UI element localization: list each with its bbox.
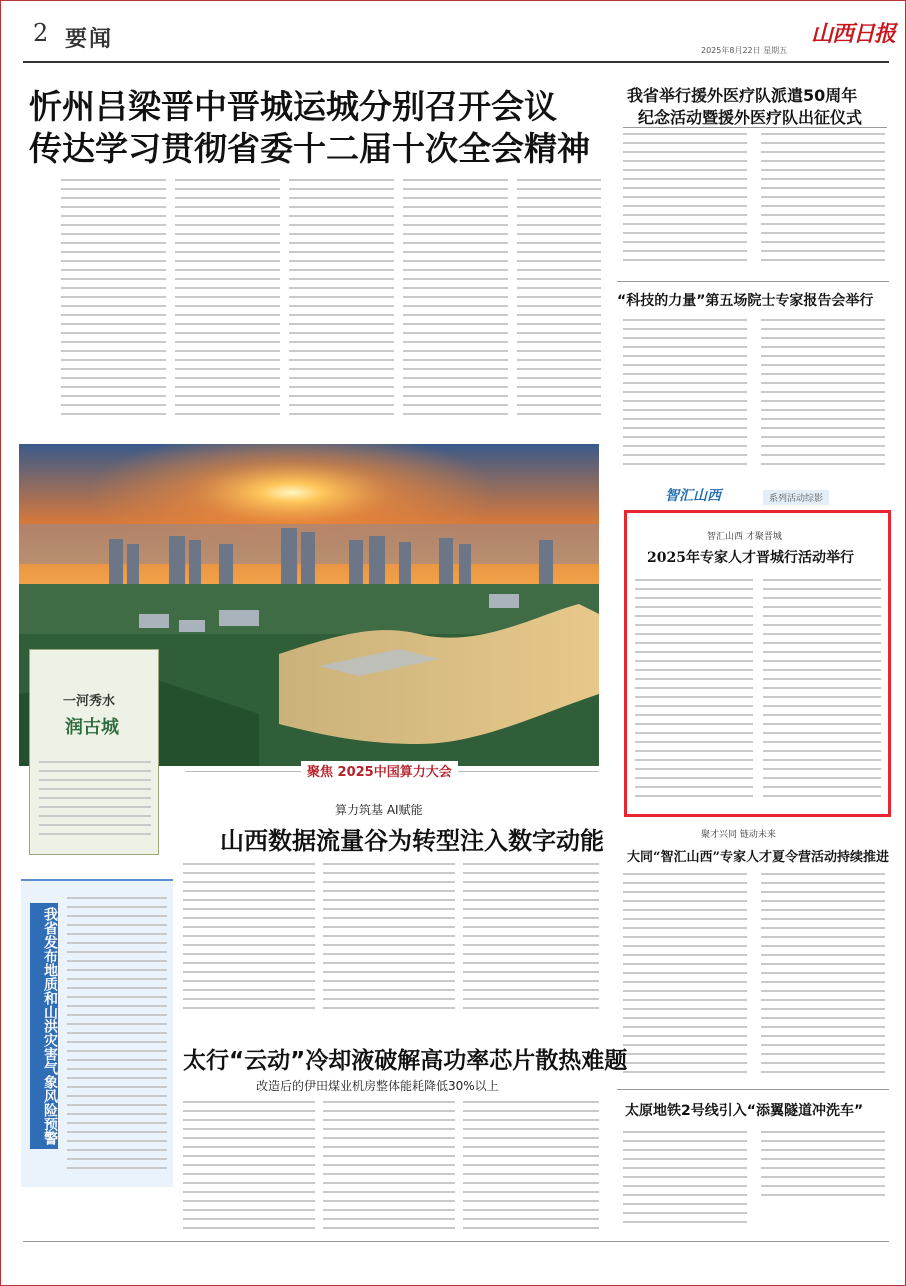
divider: [623, 127, 887, 128]
story4-headline[interactable]: 大同“智汇山西”专家人才夏令营活动持续推进: [627, 850, 889, 865]
story2-headline[interactable]: “科技的力量”第五场院士专家报告会举行: [617, 293, 874, 309]
lead-body-col3: [289, 179, 394, 429]
warning-story-body: [67, 897, 167, 1179]
highlight-body-col2: [763, 579, 881, 811]
lead-headline-line2[interactable]: 传达学习贯彻省委十二届十次全会精神: [29, 129, 590, 168]
caption-body: [39, 761, 151, 849]
story4-body-col2: [761, 873, 885, 1083]
paper-logo: 山西日报: [811, 21, 896, 47]
story1-headline-line2[interactable]: 纪念活动暨援外医疗队出征仪式: [638, 108, 863, 127]
warning-story-title[interactable]: 我省发布地质和山洪灾害气象风险预警: [30, 903, 58, 1149]
story2-body-col2: [761, 319, 885, 471]
center-body-col3: [463, 863, 599, 1019]
page-number: 2: [33, 19, 49, 47]
story5-body-col2: [761, 1131, 885, 1231]
story1-headline-line1[interactable]: 我省举行援外医疗队派遣50周年: [627, 86, 858, 105]
story4-kicker: 聚才兴同 链动未来: [701, 830, 776, 840]
lead-body-col4: [403, 179, 508, 429]
footer-rule: [23, 1241, 889, 1242]
masthead-rule: [23, 61, 889, 63]
bottom-subheadline: 改造后的伊田煤业机房整体能耗降低30%以上: [256, 1079, 499, 1093]
highlight-body-col1: [635, 579, 753, 811]
lead-body-col2: [175, 179, 280, 429]
bottom-body-col3: [463, 1101, 599, 1235]
center-headline[interactable]: 山西数据流量谷为转型注入数字动能: [220, 827, 604, 855]
story1-body-col2: [761, 133, 885, 273]
story1-body-col1: [623, 133, 747, 273]
center-body-col1: [183, 863, 315, 1019]
story4-body-col1: [623, 873, 747, 1083]
bottom-headline[interactable]: 太行“云动”冷却液破解高功率芯片散热难题: [183, 1048, 628, 1074]
lead-body-col1: [61, 179, 166, 429]
event-banner: 聚焦 2025中国算力大会: [301, 761, 458, 780]
section-name: 要闻: [65, 27, 114, 52]
lead-headline-line1[interactable]: 忻州吕梁晋中晋城运城分别召开会议: [29, 87, 557, 126]
story5-headline[interactable]: 太原地铁2号线引入“添翼隧道冲洗车”: [625, 1103, 864, 1119]
issue-date: 2025年8月22日 星期五: [701, 46, 788, 55]
lead-body-col5: [517, 179, 601, 429]
divider: [617, 1089, 889, 1090]
highlight-headline[interactable]: 2025年专家人才晋城行活动举行: [647, 550, 854, 566]
story5-body-col1: [623, 1131, 747, 1231]
center-body-col2: [323, 863, 455, 1019]
caption-title: 一河秀水: [63, 694, 116, 709]
divider: [617, 281, 889, 282]
bottom-body-col2: [323, 1101, 455, 1235]
story2-body-col1: [623, 319, 747, 471]
highlight-kicker: 智汇山西 才聚晋城: [707, 532, 782, 542]
series-tag: 智汇山西: [665, 488, 721, 504]
center-kicker: 算力筑基 AI赋能: [335, 803, 423, 817]
bottom-body-col1: [183, 1101, 315, 1235]
series-subtitle: 系列活动综影: [763, 490, 829, 505]
caption-subtitle: 润古城: [65, 717, 119, 738]
